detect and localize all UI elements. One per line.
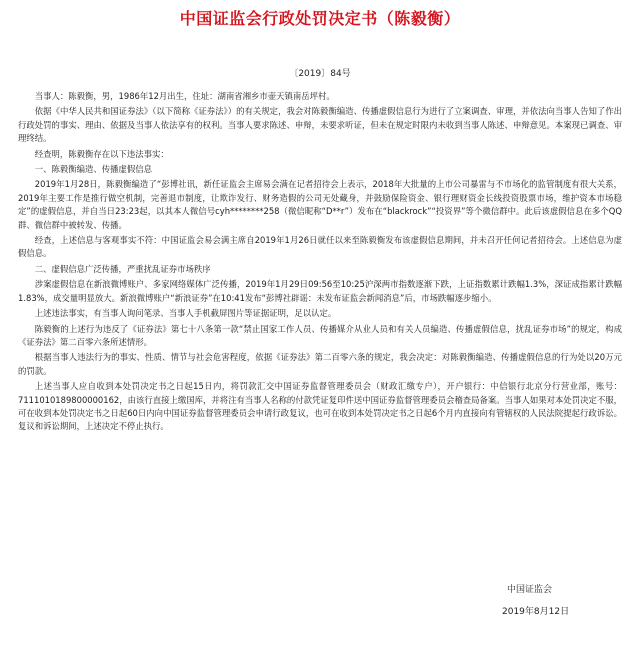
- paragraph-payment-appeal: 上述当事人应自收到本处罚决定书之日起15日内，将罚款汇交中国证券监督管理委员会（财政汇缴专户），开户银行：中信银行北京分行营业部，账号：7111010189800000162，由该行直接上缴国库，并将注有当事人名称的付款凭证复印件送中国证券监督管理委员会稽查局备案。当事人如果对本处罚决定不服，可在收到本处罚决定书之日起60日内向中国证券监督管理委员会申请行政复议，也可在收到本处罚决定书之日起6个月内直接向有管辖权的人民法院提起行政诉讼。复议和诉讼期间，上述决定不停止执行。: [18, 381, 622, 432]
- paragraph-section-2-facts: 涉案虚假信息在新浪微博账户、多家网络媒体广泛传播，2019年1月29日09:56至10:25沪深两市指数逐渐下跌，上证指数累计跌幅1.3%，深证成指累计跌幅1.83%，成交量明显放大。新浪微博账户“新浪证券”在10:41发布“彭博社辟谣：未发布证监会新闻消息”后，市场跌幅逐步缩小。: [18, 279, 622, 303]
- paragraph-decision: 根据当事人违法行为的事实、性质、情节与社会危害程度，依据《证券法》第二百零六条的规定，我会决定：对陈毅衡编造、传播虚假信息的行为处以20万元的罚款。: [18, 352, 622, 376]
- signature-organization: 中国证监会: [507, 585, 553, 595]
- paragraph-section-1-heading: 一、陈毅衡编造、传播虚假信息: [34, 164, 153, 175]
- paragraph-findings-intro: 经查明，陈毅衡存在以下违法事实：: [34, 148, 169, 159]
- signature-date: 2019年8月12日: [502, 607, 570, 617]
- paragraph-violation: 陈毅衡的上述行为违反了《证券法》第七十八条第一款“禁止国家工作人员、传播媒介从业人员和有关人员编造、传播虚假信息，扰乱证券市场”的规定，构成《证券法》第二百零六条所述情形。: [18, 323, 622, 347]
- paragraph-legal-basis: 依据《中华人民共和国证券法》（以下简称《证券法》）的有关规定，我会对陈毅衡编造、传播虚假信息行为进行了立案调查、审理，并依法向当事人告知了作出行政处罚的事实、理由、依据及当事人依法享有的权利。当事人要求陈述、申辩，未要求听证，但未在规定时限内未收到当事人陈述、申辩意见。本案现已调查、审理终结。: [18, 106, 622, 144]
- paragraph-evidence: 上述违法事实，有当事人询问笔录、当事人手机截屏图片等证据证明，足以认定。: [34, 308, 337, 319]
- paragraph-section-1-verification: 经查，上述信息与客观事实不符：中国证监会易会满主席自2019年1月26日就任以来至陈毅衡发布该虚假信息期间，并未召开任何记者招待会。上述信息为虚假信息。: [18, 235, 622, 259]
- paragraph-party: 当事人：陈毅衡，男，1986年12月出生，住址：湖南省湘乡市壶天镇南岳坪村。: [34, 91, 335, 101]
- paragraph-section-1-facts: 2019年1月28日，陈毅衡编造了“彭博社讯，新任证监会主席易会满在记者招待会上表示，2018年大批量的上市公司暴雷与不市场化的监管制度有很大关系，2019年主要工作是推行做空机制，完善退市制度，让欺诈发行、财务造假的公司无处藏身，并鼓励保险资金、银行理财资金长线投资股票市场，维护资本市场稳定”的虚假信息，并自当日23:23起，以其本人微信号cyh********258（微信昵称“D**r”）发布在“blackrock”“投资界”等个微信群中。此后该虚假信息在多个QQ群、微信群中被转发、传播。: [18, 179, 622, 230]
- document-title: 中国证监会行政处罚决定书（陈毅衡）: [179, 9, 461, 28]
- document-number: 〔2019〕84号: [289, 69, 351, 79]
- document-body: [18, 90, 622, 436]
- paragraph-section-2-heading: 二、虚假信息广泛传播，严重扰乱证券市场秩序: [34, 263, 211, 274]
